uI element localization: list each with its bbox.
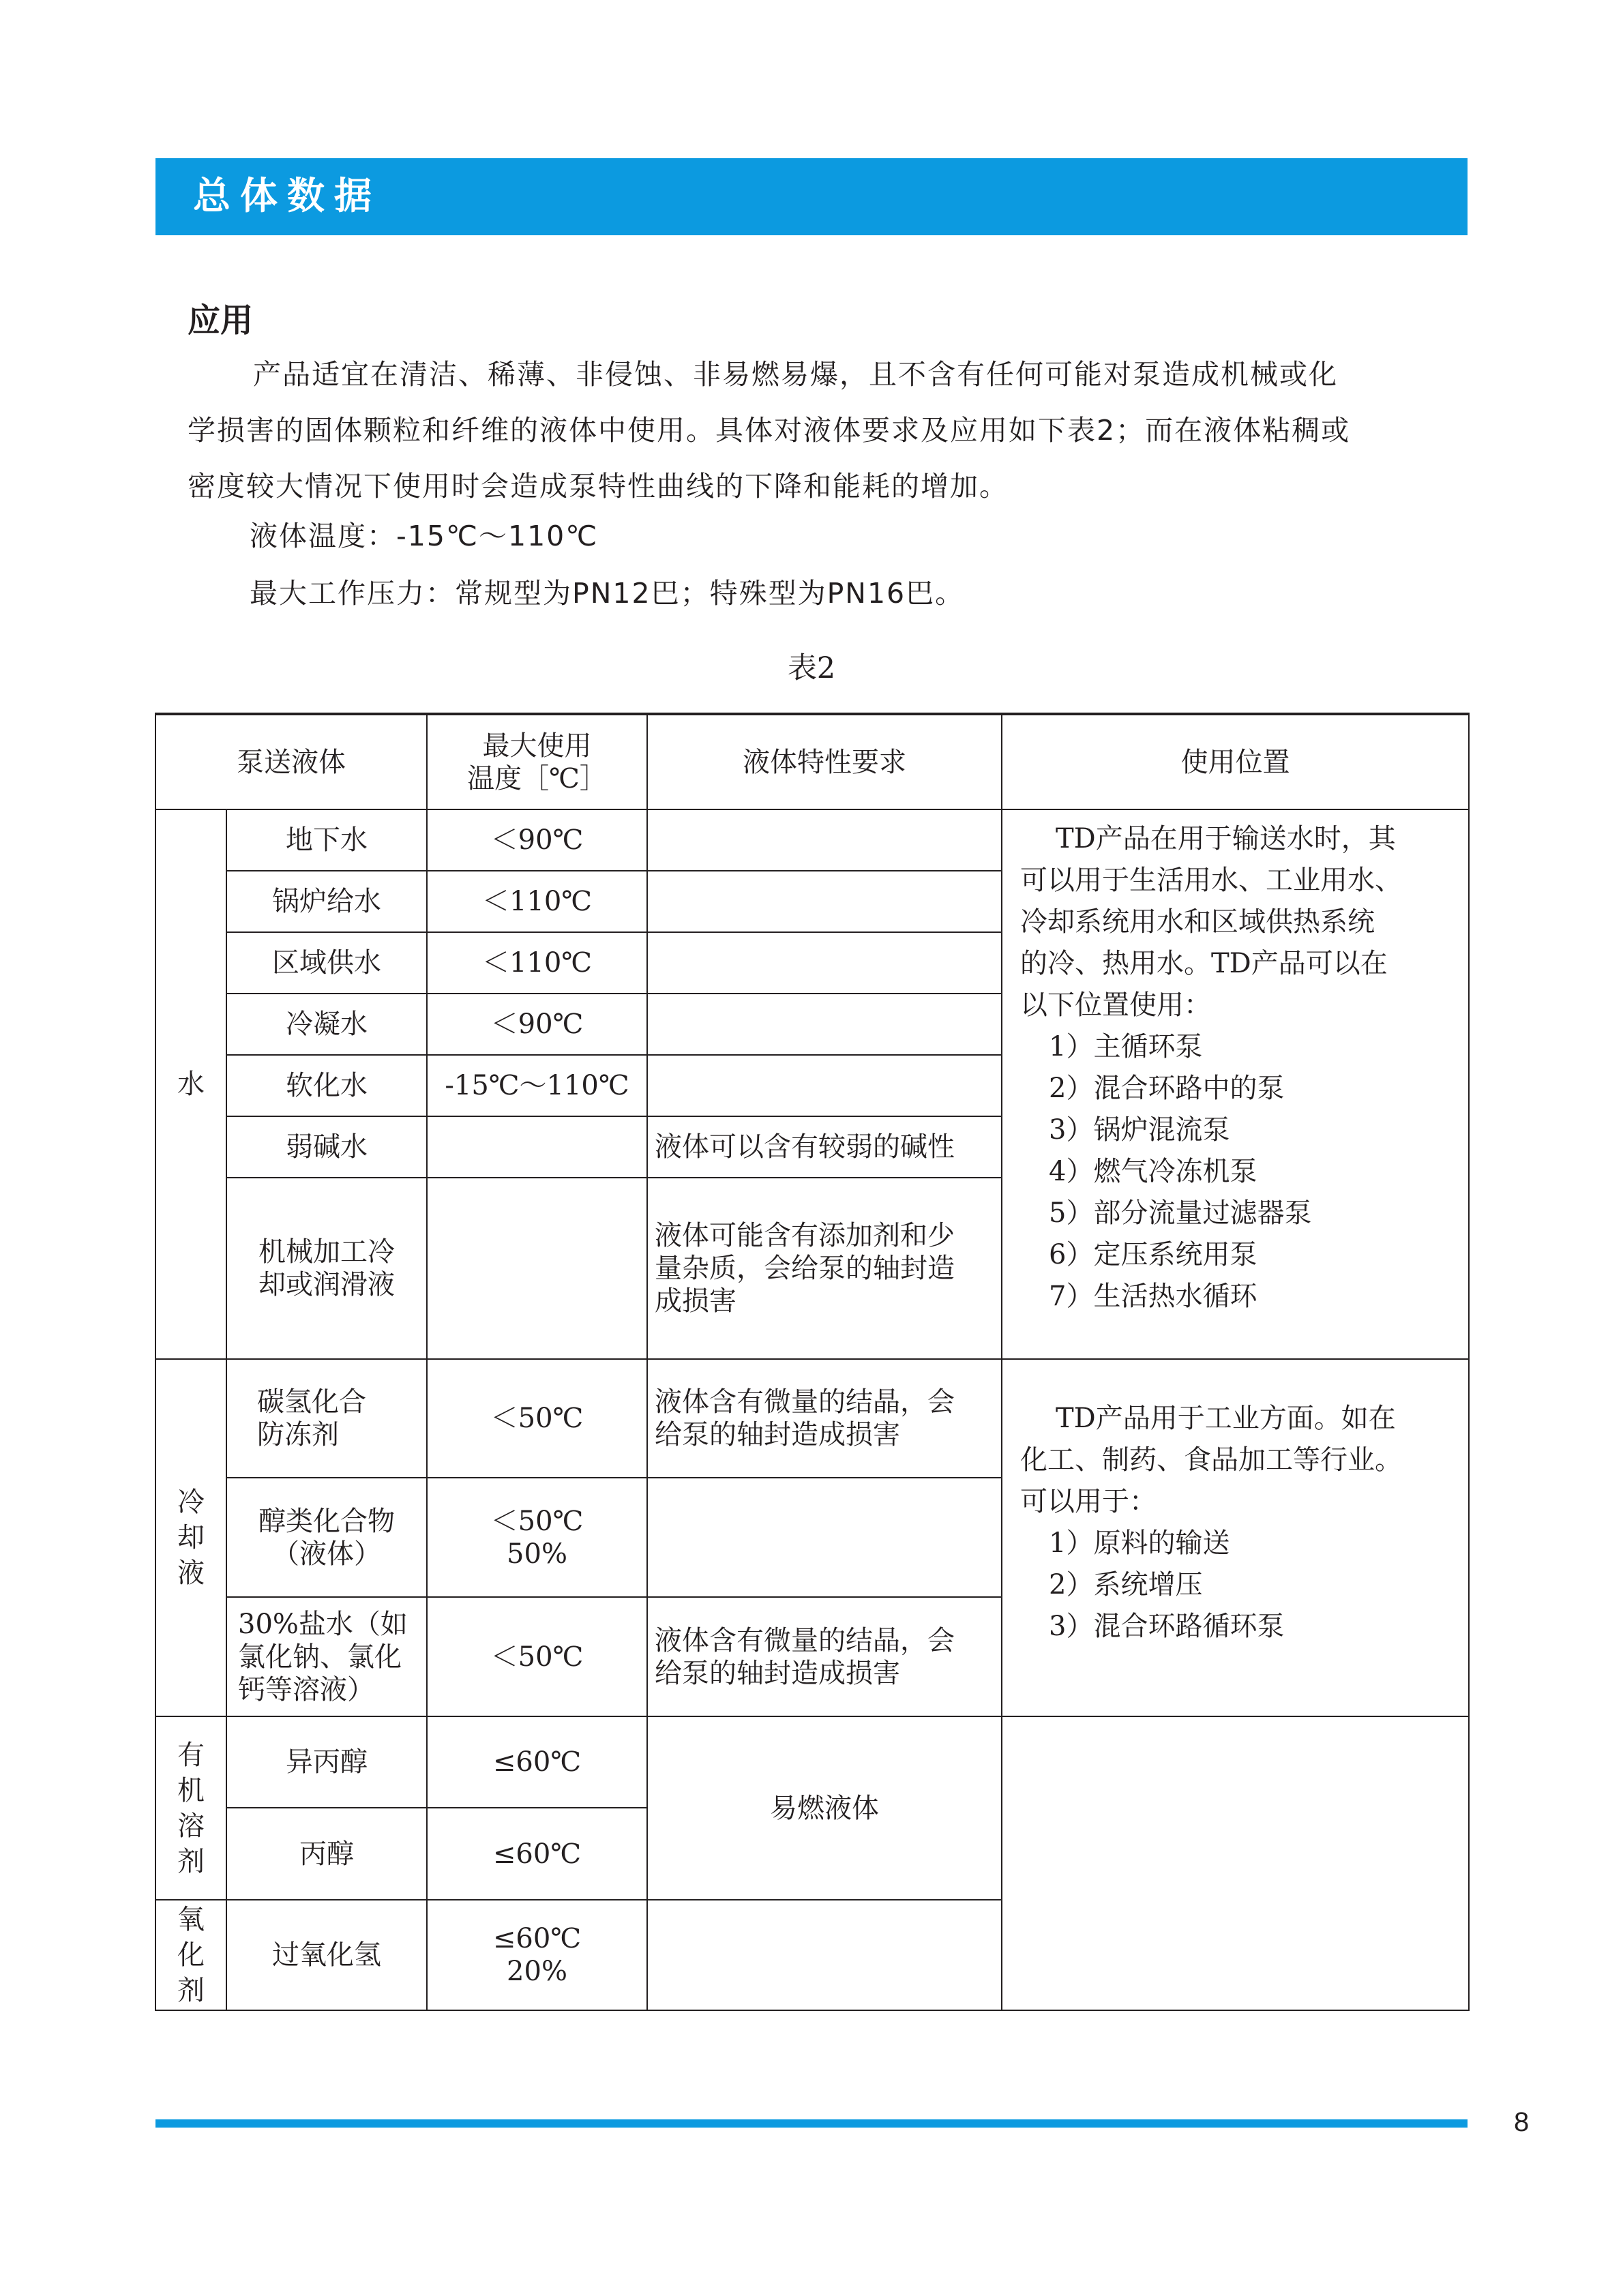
requirement-line: 给泵的轴封造成损害: [655, 1419, 900, 1450]
usage-line: 以下位置使用：: [1020, 989, 1211, 1021]
usage-item: 4）燃气冷冻机泵: [1049, 1156, 1257, 1187]
header-liquid: 泵送液体: [155, 714, 427, 809]
requirement-line: 液体可能含有添加剂和少: [655, 1220, 955, 1251]
liquid-name-line: 钙等溶液）: [238, 1673, 374, 1705]
requirement: [647, 871, 1002, 932]
usage-solvent: [1002, 1716, 1469, 2010]
liquid-name: [226, 1178, 427, 1359]
usage-item: 2）系统增压: [1049, 1569, 1203, 1600]
max-temp: ≤60℃: [427, 1716, 647, 1808]
category-char: 氧: [177, 1904, 205, 1935]
page-number: 8: [1514, 2107, 1530, 2137]
category-char: 机: [177, 1774, 205, 1806]
max-temp: [427, 1900, 647, 2010]
category-char: 有: [177, 1739, 205, 1771]
liquid-name: 冷凝水: [226, 994, 427, 1055]
requirement: 易燃液体: [647, 1716, 1002, 1900]
usage-item: 6）定压系统用泵: [1049, 1239, 1257, 1270]
header-requirement: 液体特性要求: [647, 714, 1002, 809]
liquid-name: 地下水: [226, 809, 427, 871]
liquid-name: [226, 1478, 427, 1597]
category-solvent: [155, 1716, 226, 1900]
usage-line: 可以用于：: [1020, 1486, 1157, 1517]
requirement-line: 液体含有微量的结晶，会: [655, 1624, 955, 1656]
requirement: 液体可以含有较弱的碱性: [647, 1116, 1002, 1178]
usage-item: 7）生活热水循环: [1049, 1281, 1257, 1312]
usage-water: [1002, 809, 1469, 1359]
category-char: 剂: [177, 1975, 205, 2006]
intro-line-1: 产品适宜在清洁、稀薄、非侵蚀、非易燃易爆，且不含有任何可能对泵造成机械或化: [253, 358, 1338, 391]
max-temp: ＜110℃: [427, 871, 647, 932]
category-char: 却: [177, 1522, 205, 1553]
liquid-name-line: 30%盐水（如: [238, 1608, 408, 1640]
intro-paragraph: [188, 346, 1442, 514]
max-temp: ＜110℃: [427, 932, 647, 994]
max-temp: [427, 1178, 647, 1359]
liquid-name-line: （液体）: [272, 1538, 381, 1570]
requirement: [647, 994, 1002, 1055]
max-temp: [427, 1116, 647, 1178]
usage-item: 5）部分流量过滤器泵: [1049, 1197, 1312, 1229]
spec-pressure: 最大工作压力：常规型为PN12巴；特殊型为PN16巴。: [250, 577, 965, 610]
liquid-name: 丙醇: [226, 1808, 427, 1900]
usage-item: 2）混合环路中的泵: [1049, 1073, 1285, 1104]
usage-item: 1）原料的输送: [1049, 1527, 1230, 1559]
category-coolant: [155, 1359, 226, 1716]
max-temp: ＜50℃: [427, 1359, 647, 1478]
liquid-name: 区域供水: [226, 932, 427, 994]
table-row: [155, 1716, 1469, 1808]
usage-line: TD产品在用于输送水时，其: [1056, 823, 1396, 854]
usage-line: 可以用于生活用水、工业用水、: [1020, 865, 1402, 896]
usage-line: 的冷、热用水。TD产品可以在: [1020, 948, 1388, 979]
requirement-line: 给泵的轴封造成损害: [655, 1657, 900, 1689]
requirement-line: 成损害: [655, 1285, 736, 1317]
requirement: [647, 1478, 1002, 1597]
requirement: [647, 1597, 1002, 1716]
liquid-name: 过氧化氢: [226, 1900, 427, 2010]
liquid-name-line: 却或润滑液: [258, 1269, 395, 1300]
liquid-name-line: 机械加工冷: [258, 1236, 395, 1268]
usage-coolant: [1002, 1359, 1469, 1716]
max-temp: ＜50℃: [427, 1597, 647, 1716]
category-char: 液: [177, 1557, 205, 1589]
category-water: 水: [155, 809, 226, 1359]
category-char: 剂: [177, 1845, 205, 1877]
max-temp: ≤60℃: [427, 1808, 647, 1900]
usage-item: 3）混合环路循环泵: [1049, 1611, 1285, 1642]
max-temp-line: ≤60℃: [492, 1923, 582, 1954]
max-temp-line: 20%: [507, 1956, 567, 1987]
max-temp: [427, 1478, 647, 1597]
liquid-name-line: 防冻剂: [257, 1419, 339, 1450]
liquid-name: [226, 1597, 427, 1716]
fluid-table: [155, 713, 1470, 2011]
liquid-name-line: 醇类化合物: [258, 1505, 395, 1537]
usage-line: TD产品用于工业方面。如在: [1056, 1403, 1396, 1434]
requirement: [647, 932, 1002, 994]
category-oxidizer: [155, 1900, 226, 2010]
intro-line-2: 学损害的固体颗粒和纤维的液体中使用。具体对液体要求及应用如下表2；而在液体粘稠或: [188, 414, 1351, 447]
max-temp: -15℃～110℃: [427, 1055, 647, 1116]
footer-line: [155, 2119, 1468, 2128]
usage-line: 化工、制药、食品加工等行业。: [1020, 1444, 1402, 1476]
requirement: [647, 1178, 1002, 1359]
table-row: [155, 809, 1469, 871]
max-temp-line: ＜50℃: [490, 1505, 584, 1537]
table-header-row: [155, 714, 1469, 809]
section-title: 应用: [188, 301, 254, 340]
max-temp-line: 50%: [507, 1538, 567, 1570]
table-caption: 表2: [787, 651, 836, 685]
page-title: 总体数据: [193, 174, 382, 218]
requirement-line: 量杂质，会给泵的轴封造: [655, 1253, 955, 1284]
header-max-temp-line-2: 温度［℃］: [467, 762, 607, 794]
requirement: [647, 1359, 1002, 1478]
max-temp: ＜90℃: [427, 809, 647, 871]
liquid-name: [226, 1359, 427, 1478]
header-bar: [155, 158, 1468, 235]
category-char: 化: [177, 1939, 205, 1971]
table-row: [155, 1359, 1469, 1478]
liquid-name-line: 氯化钠、氯化: [238, 1641, 402, 1673]
intro-line-3: 密度较大情况下使用时会造成泵特性曲线的下降和能耗的增加。: [188, 470, 1009, 503]
header-max-temp-line-1: 最大使用: [482, 730, 592, 762]
requirement: [647, 809, 1002, 871]
requirement-line: 液体含有微量的结晶，会: [655, 1386, 955, 1418]
liquid-name: 软化水: [226, 1055, 427, 1116]
liquid-name: 异丙醇: [226, 1716, 427, 1808]
liquid-name-line: 碳氢化合: [257, 1386, 366, 1418]
usage-line: 冷却系统用水和区域供热系统: [1020, 906, 1375, 938]
liquid-name: 锅炉给水: [226, 871, 427, 932]
header-max-temp: [427, 714, 647, 809]
requirement: [647, 1055, 1002, 1116]
requirement: [647, 1900, 1002, 2010]
category-char: 溶: [177, 1810, 205, 1842]
max-temp: ＜90℃: [427, 994, 647, 1055]
category-char: 冷: [177, 1487, 205, 1518]
usage-item: 1）主循环泵: [1049, 1031, 1203, 1062]
header-location: 使用位置: [1002, 714, 1469, 809]
spec-temperature: 液体温度：-15℃～110℃: [250, 520, 599, 552]
liquid-name: 弱碱水: [226, 1116, 427, 1178]
usage-item: 3）锅炉混流泵: [1049, 1114, 1230, 1146]
